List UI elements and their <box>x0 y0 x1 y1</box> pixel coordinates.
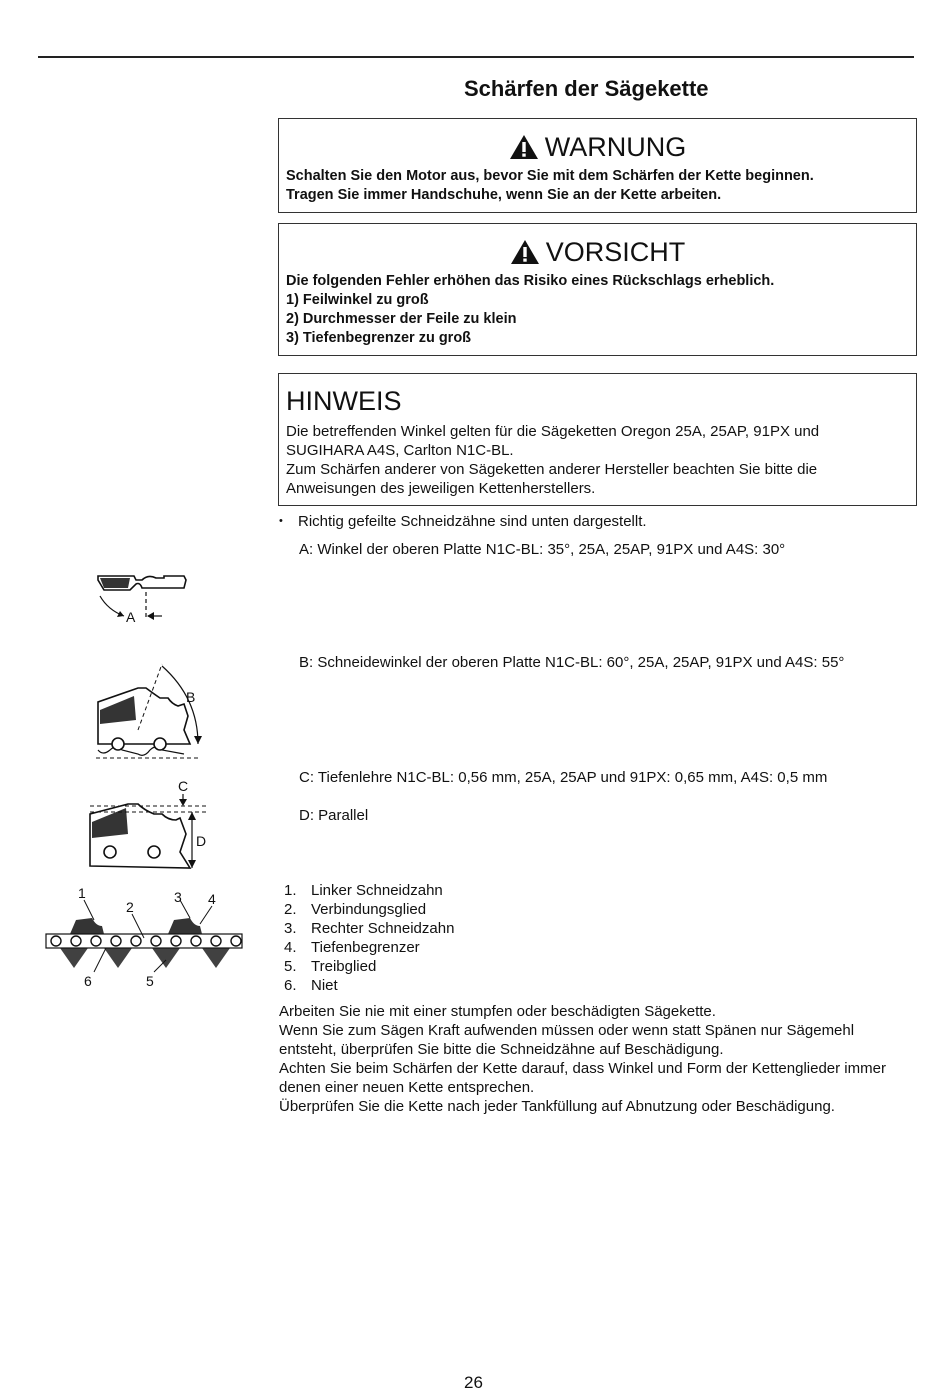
warning-line: Tragen Sie immer Handschuhe, wenn Sie an der Kette arbeiten. <box>286 187 722 203</box>
warning-header <box>279 129 916 165</box>
caution-line: 3) Tiefenbegrenzer zu groß <box>286 330 472 346</box>
caution-heading: VORSICHT <box>545 236 686 267</box>
warning-heading: WARNUNG <box>544 131 687 162</box>
body-line: entsteht, überprüfen Sie bitte die Schneidzähne auf Beschädigung. <box>279 1041 724 1058</box>
figure-saw-chain <box>40 886 250 996</box>
parts-list <box>284 881 454 995</box>
notice-line: Die betreffenden Winkel gelten für die Sägeketten Oregon 25A, 25AP, 91PX und <box>286 423 820 440</box>
notice-heading: HINWEIS <box>286 386 402 416</box>
list-item-label: Niet <box>311 977 338 994</box>
list-item-number: 4. <box>284 939 297 956</box>
body-line: Arbeiten Sie nie mit einer stumpfen oder beschädigten Sägekette. <box>279 1003 716 1020</box>
top-rule <box>38 56 914 58</box>
spec-a: A: Winkel der oberen Platte N1C-BL: 35°, 25A, 25AP, 91PX und A4S: 30° <box>299 541 786 558</box>
label-d: D <box>196 833 207 849</box>
list-item-label: Treibglied <box>311 958 377 975</box>
notice-line: SUGIHARA A4S, Carlton N1C-BL. <box>286 442 514 459</box>
figure-depth-gauge <box>82 776 222 876</box>
list-item <box>284 919 454 938</box>
list-item-number: 3. <box>284 920 297 937</box>
notice-box <box>278 373 917 506</box>
caution-line: 2) Durchmesser der Feile zu klein <box>286 311 517 327</box>
list-item-label: Rechter Schneidzahn <box>311 920 455 937</box>
chain-label-6: 6 <box>84 973 92 989</box>
list-item <box>284 900 454 919</box>
body-paragraph <box>279 1002 886 1116</box>
list-item-label: Linker Schneidzahn <box>311 882 443 899</box>
list-item-label: Verbindungsglied <box>311 901 427 918</box>
warning-line: Schalten Sie den Motor aus, bevor Sie mit dem Schärfen der Kette beginnen. <box>286 168 814 184</box>
spec-b: B: Schneidewinkel der oberen Platte N1C-BL: 60°, 25A, 25AP, 91PX und A4S: 55° <box>299 654 845 671</box>
notice-line: Anweisungen des jeweiligen Kettenherstellers. <box>286 480 596 497</box>
warning-text <box>279 167 916 205</box>
warning-triangle-icon <box>510 239 540 265</box>
caution-text <box>279 272 916 348</box>
list-item-label: Tiefenbegrenzer <box>311 939 420 956</box>
figure-top-plate-angle <box>90 566 200 628</box>
label-a: A <box>126 609 136 625</box>
page-number: 26 <box>464 1373 483 1392</box>
chain-label-1: 1 <box>78 886 86 901</box>
list-item <box>284 881 454 900</box>
notice-text <box>279 416 916 498</box>
chain-label-2: 2 <box>126 899 134 915</box>
chain-label-5: 5 <box>146 973 154 989</box>
bullet-text: Richtig gefeilte Schneidzähne sind unten dargestellt. <box>298 513 647 530</box>
body-line: Achten Sie beim Schärfen der Kette darauf, dass Winkel und Form der Kettenglieder immer <box>279 1060 886 1077</box>
label-b: B <box>186 689 196 705</box>
caution-box <box>278 223 917 356</box>
spec-c: C: Tiefenlehre N1C-BL: 0,56 mm, 25A, 25AP und 91PX: 0,65 mm, A4S: 0,5 mm <box>299 769 828 786</box>
label-c: C <box>178 778 189 794</box>
warning-triangle-icon <box>509 134 539 160</box>
list-item-number: 1. <box>284 882 297 899</box>
list-item-number: 5. <box>284 958 297 975</box>
list-item-number: 6. <box>284 977 297 994</box>
page-title: Schärfen der Sägekette <box>464 76 709 101</box>
bullet-icon: • <box>279 515 283 527</box>
notice-line: Zum Schärfen anderer von Sägeketten anderer Hersteller beachten Sie bitte die <box>286 461 818 478</box>
chain-label-4: 4 <box>208 891 216 907</box>
warning-box <box>278 118 917 213</box>
caution-line: Die folgenden Fehler erhöhen das Risiko eines Rückschlags erheblich. <box>286 273 775 289</box>
body-line: Überprüfen Sie die Kette nach jeder Tankfüllung auf Abnutzung oder Beschädigung. <box>279 1098 835 1115</box>
list-item <box>284 976 454 995</box>
figure-cutting-angle <box>88 658 216 768</box>
body-line: Wenn Sie zum Sägen Kraft aufwenden müssen oder wenn statt Spänen nur Sägemehl <box>279 1022 855 1039</box>
spec-d: D: Parallel <box>299 807 369 824</box>
caution-header <box>279 234 916 270</box>
list-item-number: 2. <box>284 901 297 918</box>
body-line: denen einer neuen Kette entsprechen. <box>279 1079 535 1096</box>
chain-label-3: 3 <box>174 889 182 905</box>
list-item <box>284 938 454 957</box>
list-item <box>284 957 454 976</box>
caution-line: 1) Feilwinkel zu groß <box>286 292 429 308</box>
